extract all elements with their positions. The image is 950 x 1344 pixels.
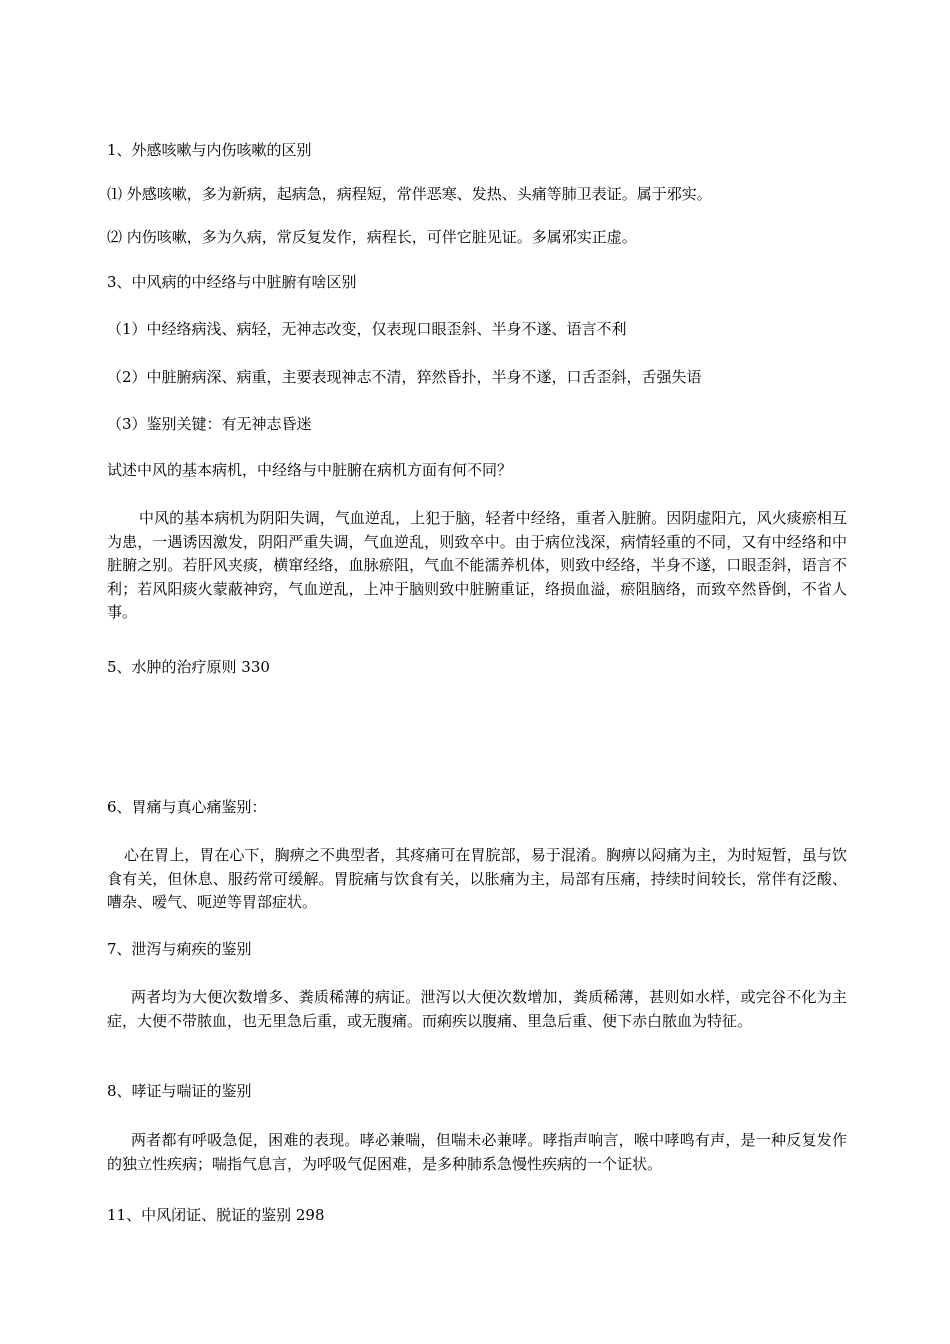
paragraph-diarrhea: 两者均为大便次数增多、粪质稀薄的病证。泄泻以大便次数增加，粪质稀薄，甚则如水样，或完谷不化为主症，大便不带脓血，也无里急后重，或无腹痛。而痢疾以腹痛、里急后重、便下赤白脓血为特征。 — [107, 988, 847, 1030]
section-heading-wheezing: 8、哮证与喘证的鉴别 — [107, 1082, 252, 1100]
cough-item-external: ⑴ 外感咳嗽，多为新病，起病急，病程短，常伴恶寒、发热、头痛等肺卫表证。属于邪实。 — [107, 185, 712, 203]
section-heading-stomach: 6、胃痛与真心痛鉴别： — [107, 798, 267, 816]
section-heading-cough: 1、外感咳嗽与内伤咳嗽的区别 — [107, 141, 312, 159]
stroke-item-viscera: （2）中脏腑病深、病重，主要表现神志不清，猝然昏扑，半身不遂，口舌歪斜，舌强失语 — [107, 368, 702, 386]
section-heading-diarrhea: 7、泄泻与痢疾的鉴别 — [107, 940, 252, 958]
paragraph-stomach: 心在胃上，胃在心下，胸痹之不典型者，其疼痛可在胃脘部，易于混淆。胸痹以闷痛为主，为时短暂，虽与饮食有关，但休息、服药常可缓解。胃脘痛与饮食有关，以胀痛为主，局部有压痛，持续时间较长，常伴有泛酸、嘈杂、嗳气、呃逆等胃部症状。 — [107, 846, 847, 912]
paragraph-wheezing: 两者都有呼吸急促，困难的表现。哮必兼喘，但喘未必兼哮。哮指声响言，喉中哮鸣有声，是一种反复发作的独立性疾病；喘指气息言，为呼吸气促困难，是多种肺系急慢性疾病的一个证状。 — [107, 1131, 847, 1173]
section-heading-edema: 5、水肿的治疗原则 330 — [107, 658, 270, 676]
answer-stroke-pathogenesis: 中风的基本病机为阴阳失调，气血逆乱，上犯于脑，轻者中经络，重者入脏腑。因阴虚阳亢，风火痰瘀相互为患，一遇诱因激发，阴阳严重失调，气血逆乱，则致卒中。由于病位浅深，病情轻重的不同，又有中经络和中脏腑之别。若肝风夹痰，横窜经络，血脉瘀阻，气血不能濡养机体，则致中经络，半身不遂，口眼歪斜，语言不利；若风阳痰火蒙蔽神窍，气血逆乱，上冲于脑则致中脏腑重证，络损血溢，瘀阻脑络，而致卒然昏倒，不省人事。 — [107, 509, 847, 622]
question-stroke-pathogenesis: 试述中风的基本病机，中经络与中脏腑在病机方面有何不同？ — [107, 461, 513, 479]
section-heading-stroke: 3、中风病的中经络与中脏腑有啥区别 — [107, 273, 357, 291]
cough-item-internal: ⑵ 内伤咳嗽，多为久病，常反复发作，病程长，可伴它脏见证。多属邪实正虚。 — [107, 228, 637, 246]
stroke-item-meridian: （1）中经络病浅、病轻，无神志改变，仅表现口眼歪斜、半身不遂、语言不利 — [107, 320, 627, 338]
section-heading-stroke-closed-open: 11、中风闭证、脱证的鉴别 298 — [107, 1206, 325, 1224]
stroke-item-key: （3）鉴别关键：有无神志昏迷 — [107, 415, 312, 433]
